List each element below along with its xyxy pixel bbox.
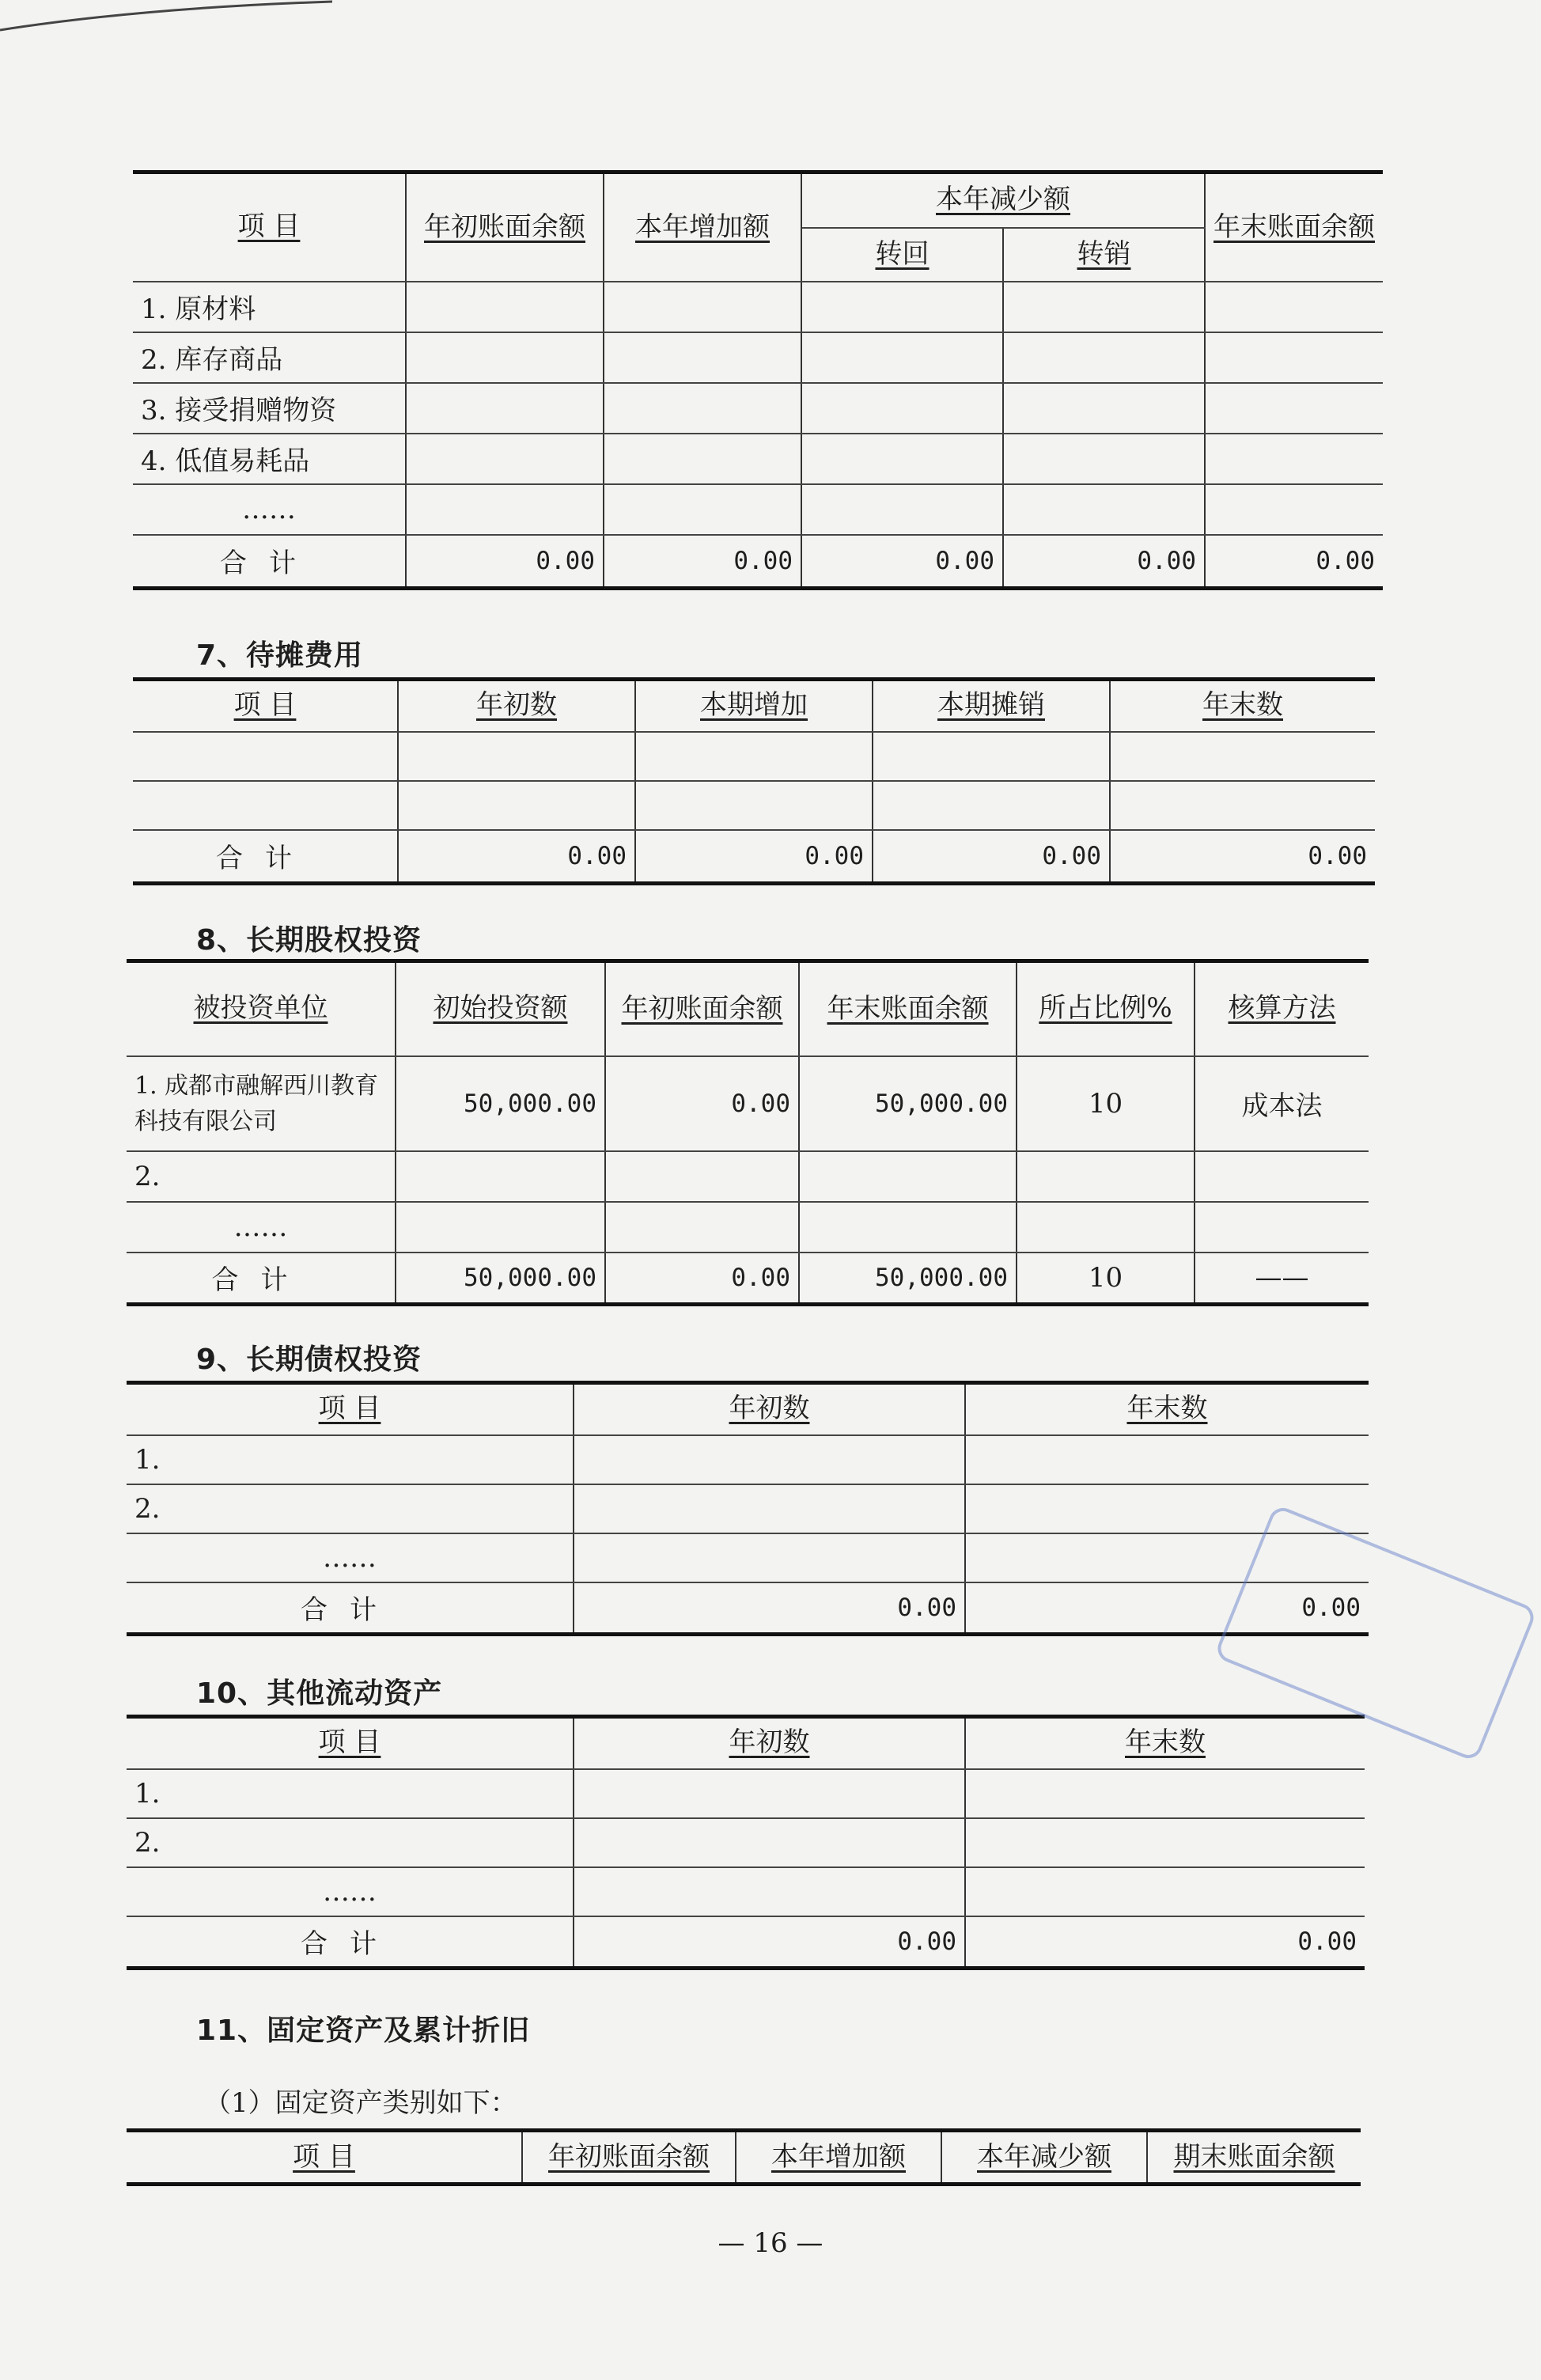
section-9-title: 9、长期债权投资 — [196, 1343, 422, 1376]
close-value: 50,000.00 — [799, 1056, 1017, 1151]
total-open: 0.00 — [574, 1916, 965, 1969]
table-row — [127, 1484, 1369, 1533]
header-close-balance: 年末账面余额 — [799, 961, 1017, 1056]
total-close: 0.00 — [965, 1916, 1365, 1969]
section-11-subtitle: （1）固定资产类别如下： — [204, 2087, 517, 2119]
row-label: 3. 接受捐赠物资 — [133, 383, 406, 434]
total-label: 合计 — [127, 1253, 396, 1305]
header-unit: 被投资单位 — [127, 961, 396, 1056]
total-ratio: 10 — [1017, 1253, 1195, 1305]
table-row — [133, 484, 1383, 535]
other-current-assets-table — [127, 1715, 1365, 1970]
header-close-balance: 年末账面余额 — [1205, 172, 1383, 282]
header-open: 年初数 — [574, 1383, 965, 1435]
row-label: 4. 低值易耗品 — [133, 434, 406, 484]
total-label: 合计 — [133, 830, 398, 884]
total-value: 0.00 — [1205, 535, 1383, 589]
table-row — [127, 1202, 1369, 1253]
table-row — [133, 434, 1383, 484]
total-initial: 50,000.00 — [396, 1253, 605, 1305]
header-open-balance: 年初账面余额 — [605, 961, 799, 1056]
total-value: 0.00 — [604, 535, 801, 589]
header-close-balance: 期末账面余额 — [1147, 2131, 1361, 2185]
header-method: 核算方法 — [1195, 961, 1369, 1056]
ratio-value: 10 — [1017, 1056, 1195, 1151]
header-item: 项 目 — [133, 680, 398, 732]
row-label: 1. — [127, 1769, 574, 1818]
section-7-title: 7、待摊费用 — [196, 639, 364, 672]
table-row — [127, 1435, 1369, 1484]
header-decrease: 本年减少额 — [941, 2131, 1147, 2185]
inventory-table — [133, 170, 1383, 590]
investee-name: 1. 成都市融解西川教育科技有限公司 — [127, 1056, 396, 1151]
table-row — [127, 1056, 1369, 1151]
header-increase: 本年增加额 — [604, 172, 801, 282]
total-value: 0.00 — [801, 535, 1003, 589]
total-label: 合计 — [127, 1582, 574, 1635]
total-row — [127, 1582, 1369, 1635]
table-row — [127, 1818, 1365, 1867]
header-item: 项 目 — [133, 172, 406, 282]
total-method: —— — [1195, 1253, 1369, 1305]
header-decrease: 本年减少额 — [801, 172, 1205, 228]
total-open: 0.00 — [605, 1253, 799, 1305]
row-ellipsis: …… — [127, 1533, 574, 1582]
row-ellipsis: …… — [133, 484, 406, 535]
table-row — [133, 332, 1383, 383]
total-value: 0.00 — [1003, 535, 1205, 589]
method-value: 成本法 — [1195, 1056, 1369, 1151]
long-term-debt-investment-table — [127, 1381, 1369, 1636]
section-10-title: 10、其他流动资产 — [196, 1677, 443, 1710]
section-8-title: 8、长期股权投资 — [196, 924, 422, 957]
header-increase: 本期增加 — [635, 680, 873, 732]
section-11-title: 11、固定资产及累计折旧 — [196, 2014, 531, 2047]
total-value: 0.00 — [398, 830, 635, 884]
table-row — [127, 1151, 1369, 1202]
header-open-balance: 年初账面余额 — [406, 172, 604, 282]
table-row — [127, 1867, 1365, 1916]
total-row — [127, 1916, 1365, 1969]
page-edge-curve — [0, 0, 332, 32]
total-close: 0.00 — [965, 1582, 1369, 1635]
total-value: 0.00 — [1110, 830, 1375, 884]
header-close: 年末数 — [965, 1383, 1369, 1435]
header-amortize: 本期摊销 — [873, 680, 1110, 732]
page-number: — 16 — — [717, 2227, 824, 2259]
row-label: 2. — [127, 1151, 396, 1202]
total-label: 合计 — [127, 1916, 574, 1969]
row-label: 2. — [127, 1818, 574, 1867]
long-term-equity-table — [127, 959, 1369, 1306]
prepaid-expenses-table — [133, 677, 1375, 885]
total-value: 0.00 — [406, 535, 604, 589]
fixed-assets-table — [127, 2128, 1361, 2186]
table-row — [133, 282, 1383, 332]
total-open: 0.00 — [574, 1582, 965, 1635]
total-row — [133, 830, 1375, 884]
table-row — [133, 383, 1383, 434]
row-label: 2. 库存商品 — [133, 332, 406, 383]
row-label: 1. 原材料 — [133, 282, 406, 332]
total-row — [133, 535, 1383, 589]
table-row — [127, 1769, 1365, 1818]
header-ratio: 所占比例% — [1017, 961, 1195, 1056]
total-label: 合计 — [133, 535, 406, 589]
row-label: 2. — [127, 1484, 574, 1533]
header-initial: 初始投资额 — [396, 961, 605, 1056]
header-decrease-reversal: 转回 — [801, 228, 1003, 282]
row-label: 1. — [127, 1435, 574, 1484]
header-open-balance: 年初账面余额 — [522, 2131, 736, 2185]
row-ellipsis: …… — [127, 1202, 396, 1253]
row-ellipsis: …… — [127, 1867, 574, 1916]
header-open: 年初数 — [398, 680, 635, 732]
header-item: 项 目 — [127, 1383, 574, 1435]
table-row — [127, 1533, 1369, 1582]
initial-value: 50,000.00 — [396, 1056, 605, 1151]
header-close: 年末数 — [965, 1717, 1365, 1769]
total-close: 50,000.00 — [799, 1253, 1017, 1305]
table-row — [133, 781, 1375, 830]
table-row — [133, 732, 1375, 781]
header-item: 项 目 — [127, 1717, 574, 1769]
total-row — [127, 1253, 1369, 1305]
open-value: 0.00 — [605, 1056, 799, 1151]
header-open: 年初数 — [574, 1717, 965, 1769]
total-value: 0.00 — [635, 830, 873, 884]
header-increase: 本年增加额 — [736, 2131, 941, 2185]
header-close: 年末数 — [1110, 680, 1375, 732]
header-decrease-writeoff: 转销 — [1003, 228, 1205, 282]
header-item: 项 目 — [127, 2131, 522, 2185]
total-value: 0.00 — [873, 830, 1110, 884]
